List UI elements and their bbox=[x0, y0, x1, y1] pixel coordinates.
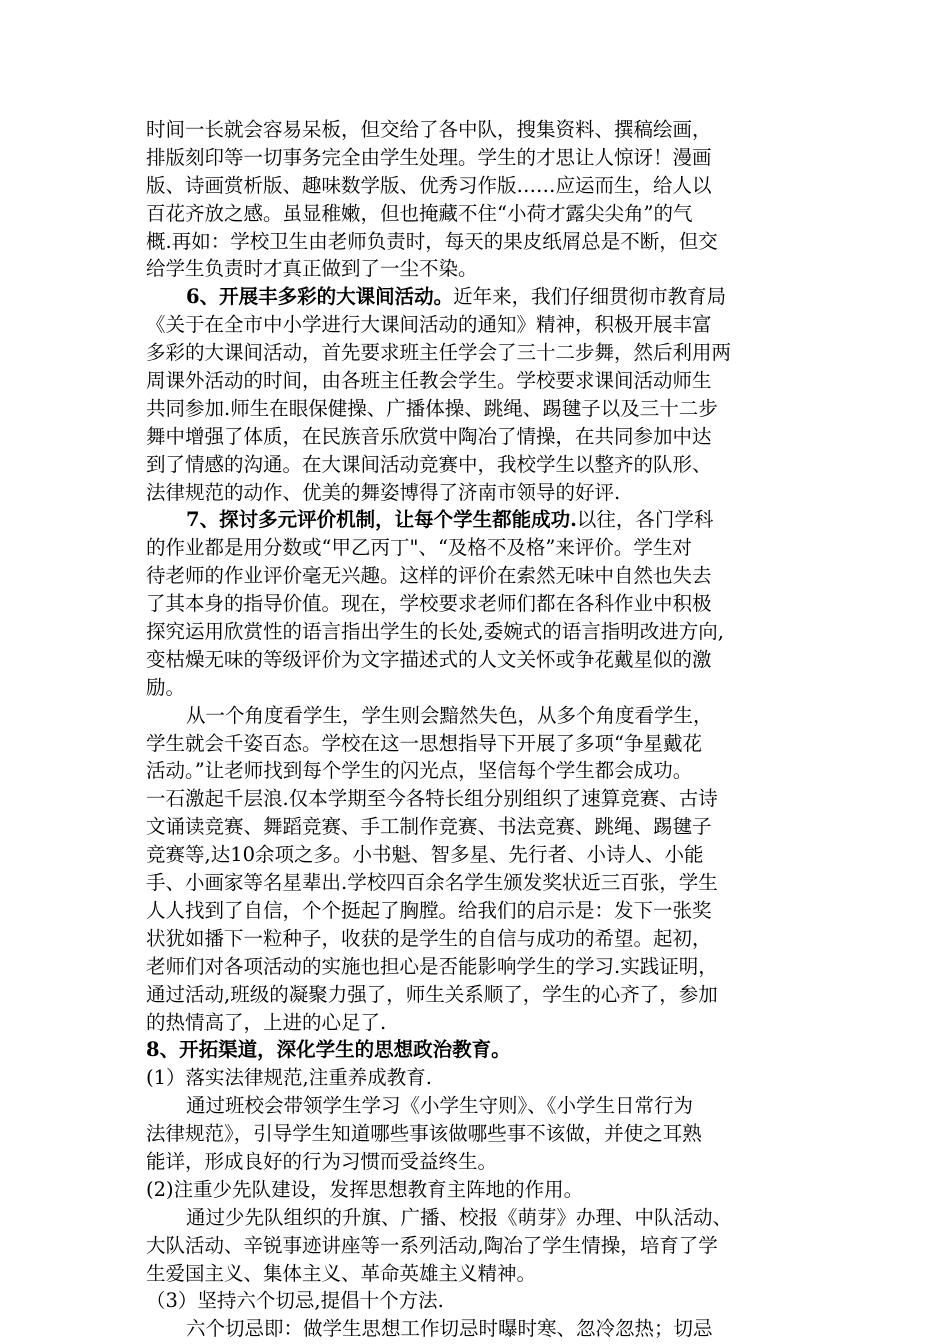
text-line: 能详，形成良好的行为习惯而受益终生。 bbox=[146, 1149, 498, 1173]
text-line: 状犹如播下一粒种子，收获的是学生的自信与成功的希望。起初， bbox=[146, 926, 712, 950]
text-line: 从一个角度看学生，学生则会黯然失色，从多个角度看学生， bbox=[186, 703, 713, 727]
text-line: 的作业都是用分数或“甲乙丙丁"、“及格不及格”来评价。学生对 bbox=[146, 536, 692, 560]
text-line: 《关于在全市中小学进行大课间活动的通知》精神，积极开展丰富 bbox=[146, 313, 712, 337]
text-line: 生爱国主义、集体主义、革命英雄主义精神。 bbox=[146, 1261, 537, 1285]
text-line: 大队活动、辛锐事迹讲座等一系列活动,陶冶了学生情操，培育了学 bbox=[146, 1233, 718, 1257]
text-line: 版、诗画赏析版、趣味数学版、优秀习作版……应运而生，给人以 bbox=[146, 173, 712, 197]
section-heading: 6、开展丰多彩的大课间活动。 bbox=[186, 285, 454, 309]
text-line: 法律规范》，引导学生知道哪些事该做哪些事不该做，并使之耳熟 bbox=[146, 1122, 702, 1146]
text-line: 到了情感的沟通。在大课间活动竞赛中，我校学生以整齐的队形、 bbox=[146, 452, 712, 476]
text-line: 竞赛等,达10余项之多。小书魁、智多星、先行者、小诗人、小能 bbox=[146, 843, 704, 867]
text-line: 法律规范的动作、优美的舞姿博得了济南市领导的好评. bbox=[146, 480, 621, 504]
section-heading: 8、开拓渠道，深化学生的思想政治教育。 bbox=[146, 1038, 511, 1062]
text-line: 一石激起千层浪.仅本学期至今各特长组分别组织了速算竞赛、古诗 bbox=[146, 787, 718, 811]
text-line: 舞中增强了体质，在民族音乐欣赏中陶冶了情操，在共同参加中达 bbox=[146, 424, 712, 448]
text-run: 近年来，我们仔细贯彻市教育局 bbox=[453, 285, 727, 309]
text-line: 六个切忌即：做学生思想工作切忌时曝时寒、忽冷忽热；切忌 bbox=[186, 1317, 713, 1341]
text-line: 百花齐放之感。虽显稚嫩，但也掩藏不住“小荷才露尖尖角”的气 bbox=[146, 201, 693, 225]
text-run: 以往，各门学科 bbox=[576, 508, 714, 532]
text-line: 时间一长就会容易呆板，但交给了各中队，搜集资料、撰稿绘画， bbox=[146, 118, 712, 141]
text-line: 周课外活动的时间，由各班主任教会学生。学校要求课间活动师生 bbox=[146, 369, 712, 393]
text-line: 待老师的作业评价毫无兴趣。这样的评价在索然无味中自然也失去 bbox=[146, 564, 712, 588]
text-line: 通过少先队组织的升旗、广播、校报《萌芽》办理、中队活动、 bbox=[186, 1205, 733, 1229]
text-line: 文诵读竞赛、舞蹈竞赛、手工制作竞赛、书法竞赛、跳绳、踢毽子 bbox=[146, 815, 712, 839]
text-line: 概.再如：学校卫生由老师负责时，每天的果皮纸屑总是不断，但交 bbox=[146, 229, 718, 253]
text-line: 多彩的大课间活动，首先要求班主任学会了三十二步舞，然后利用两 bbox=[146, 341, 732, 365]
subsection-heading: (2)注重少先队建设，发挥思想教育主阵地的作用。 bbox=[146, 1177, 584, 1201]
text-line: 共同参加.师生在眼保健操、广播体操、跳绳、踢毽子以及三十二步 bbox=[146, 396, 718, 420]
section-heading: 7、探讨多元评价机制，让每个学生都能成功. bbox=[186, 508, 577, 532]
document-page bbox=[146, 116, 806, 1343]
text-line: 学生就会千姿百态。学校在这一思想指导下开展了多项“争星戴花 bbox=[146, 731, 702, 755]
text-line: 给学生负责时才真正做到了一尘不染。 bbox=[146, 257, 478, 281]
text-line: 励。 bbox=[146, 675, 186, 699]
text-line: 通过活动,班级的凝聚力强了，师生关系顺了，学生的心齐了，参加 bbox=[146, 982, 718, 1006]
text-line: 探究运用欣赏性的语言指出学生的长处,委婉式的语言指明改进方向, bbox=[146, 620, 724, 644]
text-line: 通过班校会带领学生学习《小学生守则》、《小学生日常行为 bbox=[186, 1094, 694, 1118]
section-7-heading-line bbox=[146, 506, 806, 534]
subsection-heading: (1）落实法律规范,注重养成教育. bbox=[146, 1066, 432, 1090]
text-line: 变枯燥无味的等级评价为文字描述式的人文关怀或争花戴星似的激 bbox=[146, 647, 712, 671]
text-line: 活动。”让老师找到每个学生的闪光点，坚信每个学生都会成功。 bbox=[146, 759, 693, 783]
section-6-heading-line bbox=[146, 283, 806, 311]
text-line: 的热情高了，上进的心足了. bbox=[146, 1010, 387, 1034]
text-line: 人人找到了自信，个个挺起了胸膛。给我们的启示是：发下一张奖 bbox=[146, 898, 712, 922]
subsection-heading: （3）坚持六个切忌,提倡十个方法. bbox=[146, 1289, 444, 1313]
text-line: 老师们对各项活动的实施也担心是否能影响学生的学习.实践证明， bbox=[146, 954, 718, 978]
text-line: 排版刻印等一切事务完全由学生处理。学生的才思让人惊讶！漫画 bbox=[146, 145, 712, 169]
text-line: 了其本身的指导价值。现在，学校要求老师们都在各科作业中积极 bbox=[146, 592, 712, 616]
text-line: 手、小画家等名星辈出.学校四百余名学生颁发奖状近三百张，学生 bbox=[146, 871, 718, 895]
section-8-heading-line bbox=[146, 1036, 806, 1064]
